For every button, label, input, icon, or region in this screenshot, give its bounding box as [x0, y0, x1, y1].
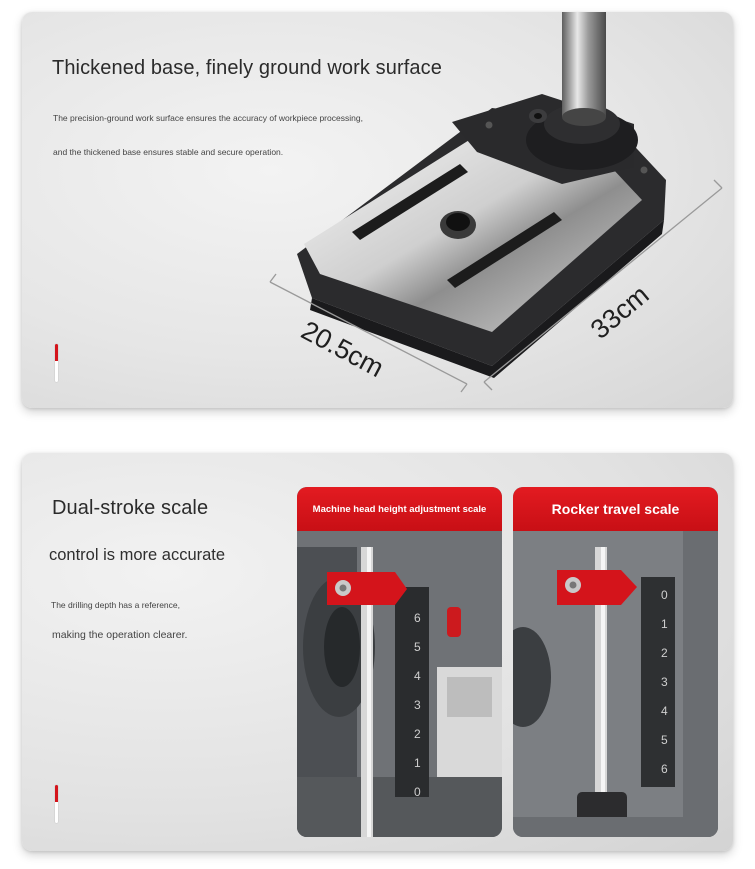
scale-tick: 0 [661, 588, 668, 602]
rocker-travel-scale-heading [513, 487, 718, 531]
scale-feature-card [22, 453, 733, 851]
drill-press-base-image [22, 12, 733, 408]
scale-feature-title: Dual-stroke scale [52, 497, 209, 519]
scale-tick: 5 [414, 640, 421, 654]
scale-tick: 1 [414, 756, 421, 770]
base-feature-card [22, 12, 733, 408]
rocker-travel-scale-panel [513, 487, 718, 837]
scale-feature-subtitle: control is more accurate [49, 546, 226, 564]
head-height-scale-panel [297, 487, 502, 837]
scale-tick: 5 [661, 733, 668, 747]
head-height-scale-heading-text: Machine head height adjustment scale [312, 503, 487, 515]
scale-tick: 2 [661, 646, 668, 660]
scale-feature-text-line2: making the operation clearer. [52, 629, 188, 641]
head-height-scale-heading [297, 487, 502, 531]
accent-marker [55, 785, 58, 823]
scale-tick: 3 [661, 675, 668, 689]
scale-tick: 6 [414, 611, 421, 625]
scale-tick: 4 [661, 704, 668, 718]
scale-tick: 2 [414, 727, 421, 741]
rocker-travel-scale-image [513, 487, 718, 837]
rocker-travel-scale-ticks [661, 588, 681, 776]
scale-tick: 1 [661, 617, 668, 631]
head-height-scale-image [297, 487, 502, 837]
base-feature-text-line1: The precision-ground work surface ensures the accuracy of workpiece processing, [53, 113, 363, 123]
rocker-travel-scale-heading-text: Rocker travel scale [551, 501, 680, 517]
scale-feature-text-line1: The drilling depth has a reference, [51, 600, 180, 610]
length-dimension-label: 33cm [584, 279, 655, 345]
head-height-scale-ticks [414, 611, 434, 799]
scale-tick: 6 [661, 762, 668, 776]
scale-tick: 4 [414, 669, 421, 683]
scale-tick: 0 [414, 785, 421, 799]
base-feature-text-line2: and the thickened base ensures stable and secure operation. [53, 147, 284, 157]
width-dimension-label: 20.5cm [296, 315, 389, 384]
scale-tick: 3 [414, 698, 421, 712]
base-feature-title: Thickened base, finely ground work surface [52, 57, 442, 79]
